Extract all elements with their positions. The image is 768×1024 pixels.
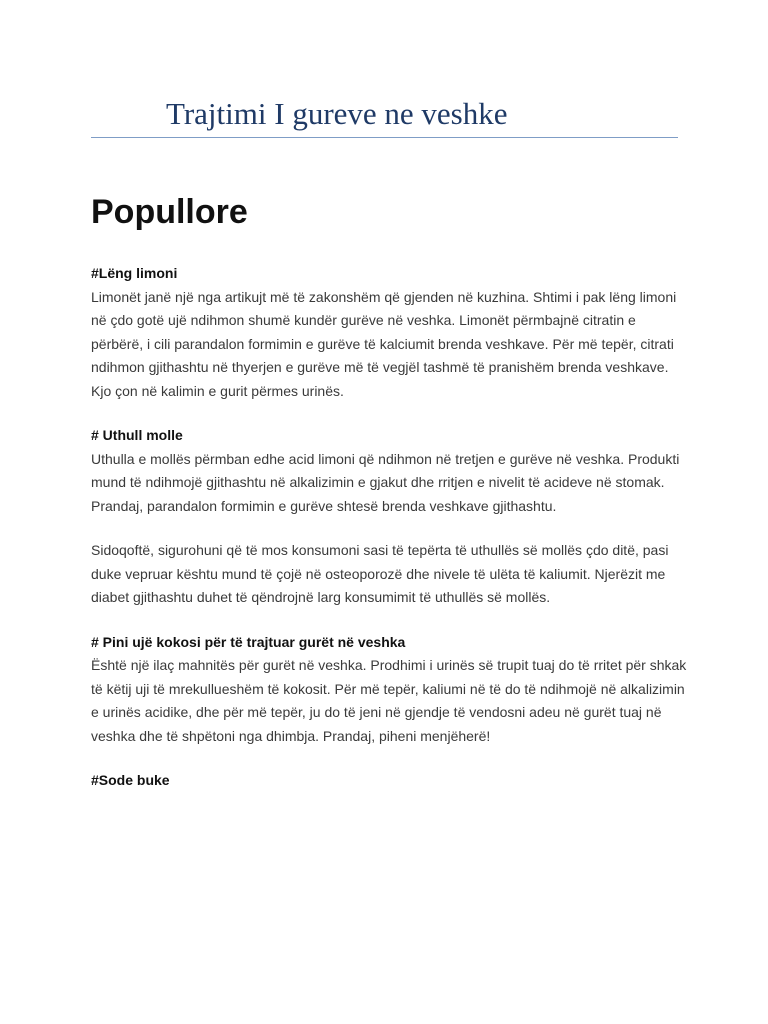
paragraph: Sidoqoftë, sigurohuni që të mos konsumoni sasi të tepërta të uthullës së mollës çdo ditë, pasi duke vepruar kështu mund të çojë në osteoporozë dhe nivele të ulëta të kaliumit. Njerëzit me diabet gjithashtu duhet të qëndrojnë larg konsumimit të uthullës së mollës. [91, 542, 669, 605]
section-heading: #Sode buke [91, 772, 170, 788]
section-heading: # Uthull molle [91, 427, 183, 443]
paragraph: Limonët janë një nga artikujt më të zakonshëm që gjenden në kuzhina. Shtimi i pak lëng limoni në çdo gotë ujë ndihmon shumë kundër gurëve në veshka. Limonët përmbajnë citratin e përbërë, i cili parandalon formimin e gurëve të kalciumit brenda veshkave. Për më tepër, citrati ndihmon gjithashtu në thyerjen e gurëve më të vegjël tashmë të pranishëm brenda veshkave. Kjo çon në kalimin e gurit përmes urinës. [91, 288, 677, 399]
section-heading: # Pini ujë kokosi për të trajtuar gurët në veshka [91, 633, 406, 650]
section-apple-vinegar [91, 424, 691, 610]
paragraph: Është një ilaç mahnitës për gurët në veshka. Prodhimi i urinës së trupit tuaj do të rritet për shkak të këtij uji të mrekullueshëm të kokosit. Për më tepër, kaliumi në të do të ndihmojë në alkalizimin e urinës acidike, dhe për më tepër, ju do të jeni në gjendje të vendosni adeu në gurët tuaj në veshka dhe të shpëtoni nga dhimbja. Prandaj, piheni menjëherë! [91, 657, 687, 744]
section-lemon-juice [91, 262, 691, 403]
title-divider [91, 137, 678, 138]
section-baking-soda [91, 769, 691, 793]
section-heading: #Lëng limoni [91, 265, 178, 281]
paragraph: Uthulla e mollës përmban edhe acid limoni që ndihmon në tretjen e gurëve në veshka. Produkti mund të ndihmojë gjithashtu në alkalizimin e gjakut dhe rritjen e nivelit të acideve në stomak. Prandaj, parandalon formimin e gurëve shtesë brenda veshkave gjithashtu. [91, 450, 680, 514]
section-main-heading: Popullore [91, 193, 248, 231]
document-body [91, 262, 691, 814]
document-title: Trajtimi I gureve ne veshke [166, 96, 508, 131]
section-coconut-water [91, 631, 691, 749]
